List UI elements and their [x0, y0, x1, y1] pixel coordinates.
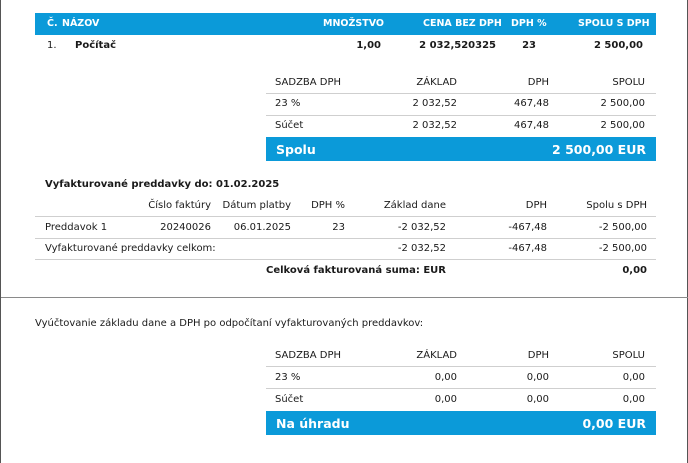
- invoiced-total-value: 0,00: [622, 265, 647, 276]
- settle-sum-total: 0,00: [622, 394, 645, 405]
- settle-col-total: SPOLU: [612, 350, 645, 361]
- adv-col-paydate: Dátum platby: [222, 200, 291, 211]
- adv-vat-pct: 23: [332, 222, 345, 233]
- vat-rate: 23 %: [275, 98, 301, 109]
- vat-col-rate: SADZBA DPH: [275, 77, 342, 88]
- item-name: Počítač: [75, 40, 117, 51]
- item-no: 1.: [47, 40, 57, 51]
- amount-due-value: 0,00 EUR: [582, 416, 646, 431]
- row-divider: [266, 115, 656, 116]
- amount-due-bar: [266, 411, 656, 435]
- settle-col-vat: DPH: [527, 350, 549, 361]
- row-divider: [266, 388, 656, 389]
- col-vat-pct: DPH %: [511, 18, 547, 29]
- vat-sum-total: 2 500,00: [600, 120, 645, 131]
- row-divider: [35, 259, 656, 260]
- vat-amount: 467,48: [514, 98, 549, 109]
- invoiced-total-label: Celková fakturovaná suma: EUR: [266, 265, 446, 276]
- settle-vat: 0,00: [526, 372, 549, 383]
- vat-sum-label: Súčet: [275, 120, 304, 131]
- vat-sum-base: 2 032,52: [412, 120, 457, 131]
- adv-sum-total: -2 500,00: [598, 243, 647, 254]
- adv-name: Preddavok 1: [45, 222, 108, 233]
- row-divider: [35, 216, 656, 217]
- settle-sum-base: 0,00: [434, 394, 457, 405]
- adv-sum-vat: -467,48: [508, 243, 547, 254]
- adv-pay-date: 06.01.2025: [233, 222, 291, 233]
- item-vat-pct: 23: [522, 40, 536, 51]
- row-divider: [35, 238, 656, 239]
- settle-rate: 23 %: [275, 372, 301, 383]
- vat-col-total: SPOLU: [612, 77, 645, 88]
- adv-sum-label: Vyfakturované preddavky celkom:: [45, 243, 216, 254]
- adv-col-vat: DPH: [525, 200, 547, 211]
- grand-total-value: 2 500,00 EUR: [552, 142, 646, 157]
- adv-col-invoice: Číslo faktúry: [148, 200, 211, 211]
- vat-col-base: ZÁKLAD: [416, 77, 457, 88]
- col-name: NÁZOV: [62, 18, 100, 29]
- settle-col-rate: SADZBA DPH: [275, 350, 342, 361]
- row-divider: [266, 93, 656, 94]
- col-price: CENA BEZ DPH: [423, 18, 502, 29]
- advances-title: Vyfakturované preddavky do: 01.02.2025: [45, 179, 280, 190]
- settlement-note: Vyúčtovanie základu dane a DPH po odpočítaní vyfakturovaných preddavkov:: [35, 318, 424, 329]
- settle-sum-label: Súčet: [275, 394, 304, 405]
- col-qty: MNOŽSTVO: [323, 18, 384, 29]
- adv-total: -2 500,00: [598, 222, 647, 233]
- adv-vat: -467,48: [508, 222, 547, 233]
- settle-base: 0,00: [434, 372, 457, 383]
- settle-total: 0,00: [622, 372, 645, 383]
- grand-total-label: Spolu: [276, 142, 316, 157]
- vat-base: 2 032,52: [412, 98, 457, 109]
- amount-due-label: Na úhradu: [276, 416, 350, 431]
- row-divider: [266, 366, 656, 367]
- adv-base: -2 032,52: [397, 222, 446, 233]
- settle-col-base: ZÁKLAD: [416, 350, 457, 361]
- page-break-divider: [1, 297, 688, 298]
- vat-total: 2 500,00: [600, 98, 645, 109]
- col-no: Č.: [47, 18, 58, 29]
- adv-col-base: Základ dane: [383, 200, 446, 211]
- item-total: 2 500,00: [593, 40, 643, 51]
- vat-col-vat: DPH: [527, 77, 549, 88]
- col-total: SPOLU S DPH: [578, 18, 650, 29]
- item-price: 2 032,520325: [419, 40, 496, 51]
- settle-sum-vat: 0,00: [526, 394, 549, 405]
- vat-sum-vat: 467,48: [514, 120, 549, 131]
- items-table-header: [35, 13, 656, 35]
- adv-invoice-no: 20240026: [160, 222, 211, 233]
- adv-sum-base: -2 032,52: [397, 243, 446, 254]
- item-qty: 1,00: [356, 40, 381, 51]
- grand-total-bar: [266, 137, 656, 161]
- adv-col-total: Spolu s DPH: [586, 200, 647, 211]
- adv-col-vatpct: DPH %: [311, 200, 345, 211]
